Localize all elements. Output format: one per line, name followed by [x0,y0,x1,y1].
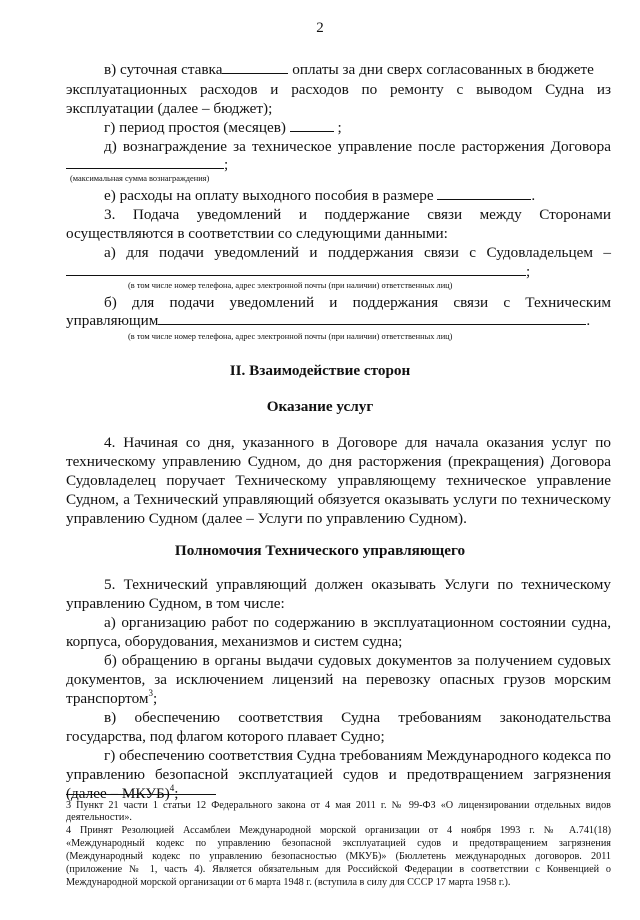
clause-5v-line2: государства, под флагом которого плавает Судно; [66,728,385,745]
clause-2d-line2 [66,155,611,174]
clause-2d-line1: д) вознаграждение за техническое управление после расторжения Договора [104,138,611,155]
clause-3-line2: осуществляются в соответствии со следующими данными: [66,225,448,242]
blank-field [66,155,224,169]
clause-4-line5: управлению Судном (далее – Услуги по управлению Судном). [66,510,467,527]
clause-5a-line2: корпуса, оборудования, механизмов и систем судна; [66,633,403,650]
clause-4-line1: 4. Начиная со дня, указанного в Договоре для начала оказания услуг по [104,434,611,451]
page-number: 2 [316,20,324,36]
blank-field [158,311,586,325]
clause-4-line2: техническому управлению Судном, до дня расторжения (прекращения) Договора [66,453,611,470]
text: оплаты за дни сверх согласованных в бюджете [292,61,594,78]
footnote-ref: 3 [148,688,153,698]
clause-3a-note: (в том числе номер телефона, адрес электронной почты (при наличии) ответственных лиц) [128,281,453,290]
clause-3b-line1: б) для подачи уведомлений и поддержания связи с Техническим [104,294,611,311]
text: ; [337,119,342,136]
clause-5b-line1: б) обращению в органы выдачи судовых документов за получением судовых [104,652,611,669]
footnote-divider [66,794,216,795]
text: ; [224,156,229,173]
clause-5b-line2: документов, за исключением лицензий на перевозку опасных грузов морским [66,671,611,688]
blank-field [66,262,526,276]
text: (далее – МКУБ) [66,785,170,802]
clause-5-line1: 5. Технический управляющий должен оказывать Услуги по техническому [104,576,611,593]
text: ; [174,785,179,802]
blank-field [222,60,288,74]
clause-3b-note: (в том числе номер телефона, адрес электронной почты (при наличии) ответственных лиц) [128,332,453,341]
text: . [531,187,536,204]
footnote-4-line5: Международной морской организации от 6 марта 1948 г. (вступила в силу для СССР 17 марта 1958 г.). [66,877,511,888]
clause-2e [104,186,611,205]
section-title: II. Взаимодействие сторон [229,362,411,379]
clause-4-line4: Судном, а Технический управляющий обязуется оказывать услуги по техническому [66,491,611,508]
footnote-3-line1: 3 Пункт 21 части 1 статьи 12 Федерального закона от 4 мая 2011 г. № 99-ФЗ «О лицензировании отдельных видов [66,800,611,811]
text: г) период простоя (месяцев) [104,119,286,136]
clause-5b-line3 [66,689,611,708]
clause-5-line2: управлению Судном, в том числе: [66,595,285,612]
clause-3-line1: 3. Подача уведомлений и поддержание связи между Сторонами [104,206,611,223]
clause-2d-note: (максимальная сумма вознаграждения) [70,174,210,183]
subsection-title-powers: Полномочия Технического управляющего [174,542,466,559]
clause-3a: а) для подачи уведомлений и поддержания связи с Судовладельцем – [104,244,611,261]
clause-4-line3: Судовладелец поручает Техническому управляющему техническое управление [66,472,611,489]
footnote-ref: 4 [169,783,175,793]
clause-5g-line2: управлению безопасной эксплуатацией судов и предотвращением загрязнения [66,766,611,783]
text: . [586,312,591,329]
footnote-4-line3: (Международный кодекс по управлению безопасностью (МКУБ)» (Бюллетень международных договоров. 2011 [66,851,611,862]
clause-3a-line2 [66,262,611,281]
footnote-4-line1: 4 Принят Резолюцией Ассамблеи Международной морской организации от 4 ноября 1993 г. № А.741(18) [66,825,611,836]
clause-5a-line1: а) организацию работ по содержанию в эксплуатационном состоянии судна, [104,614,611,631]
text: ; [153,690,158,707]
blank-field [437,186,531,200]
clause-3b-line2 [66,311,611,330]
footnote-4-line2: «Международный кодекс по управлению безопасной эксплуатацией судов и предотвращением загрязнения [66,838,611,849]
clause-2v-line2: эксплуатационных расходов и расходов по ремонту с выводом Судна из [66,81,611,98]
footnote-4-line4: (приложение № 1, часть 4). Является обязательным для Российской Федерации в соответствии с Конвенцией о [66,864,611,875]
text: ; [526,263,531,280]
footnote-3-line2: деятельности». [66,812,132,823]
clause-2g [104,118,611,137]
clause-2v-line3: эксплуатации (далее – бюджет); [66,100,273,117]
text: е) расходы на оплату выходного пособия в размере [104,187,434,204]
blank-field [290,118,334,132]
clause-5g-line1: г) обеспечению соответствия Судна требованиям Международного кодекса по [104,747,612,764]
subsection-title-services: Оказание услуг [266,398,374,415]
text: в) суточная ставка [104,61,223,78]
clause-5v-line1: в) обеспечению соответствия Судна требованиям законодательства [104,709,611,726]
clause-2v-line1 [104,60,611,79]
text: управляющим [66,312,159,329]
text: транспортом [66,690,149,707]
